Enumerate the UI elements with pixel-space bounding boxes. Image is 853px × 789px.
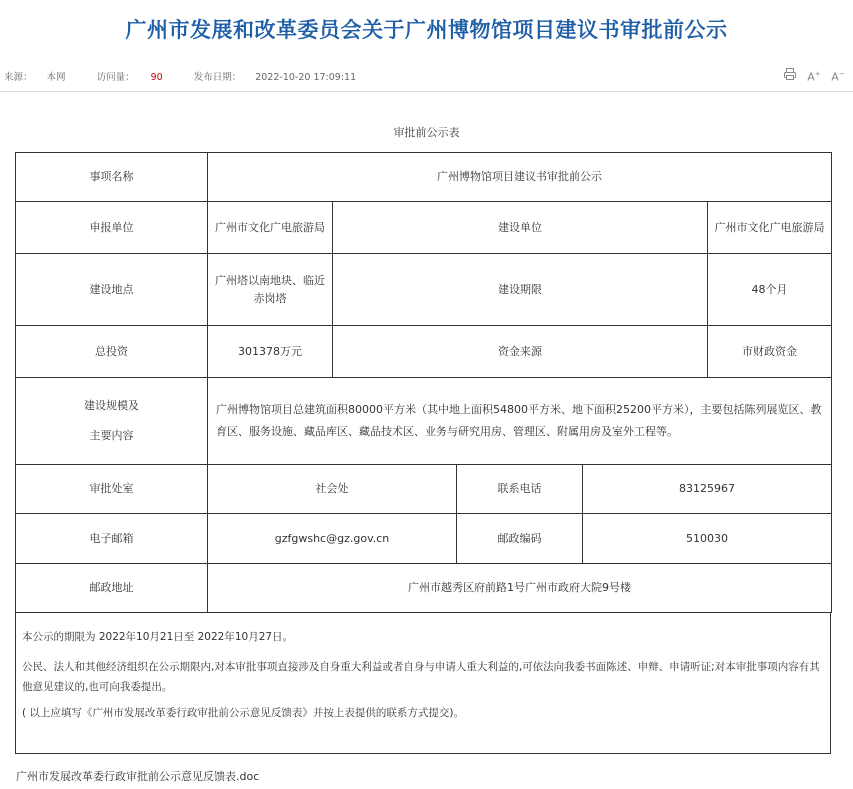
attachment-link[interactable]: 广州市发展改革委行政审批前公示意见反馈表.doc <box>16 770 260 783</box>
notice-instruction: ( 以上应填写《广州市发展改革委行政审批前公示意见反馈表》并按上表提供的联系方式提交)。 <box>22 707 465 719</box>
period-value: 48个月 <box>708 254 832 326</box>
font-decrease-icon[interactable]: A− <box>831 70 845 84</box>
item-name-value: 广州博物馆项目建议书审批前公示 <box>208 153 832 202</box>
postcode-label: 邮政编码 <box>457 514 583 564</box>
table-caption: 审批前公示表 <box>393 126 460 139</box>
table-row <box>16 254 832 326</box>
article-tools <box>783 67 845 84</box>
address-value: 广州市越秀区府前路1号广州市政府大院9号楼 <box>208 564 832 613</box>
font-increase-icon[interactable]: A+ <box>807 70 821 84</box>
scale-value: 广州博物馆项目总建筑面积80000平方米（其中地上面积54800平方米、地下面积25200平方米），主要包括陈列展览区、教育区、服务设施、藏品库区、藏品技术区、业务与研究用房、管理区、附属用房及室外工程等。 <box>208 378 832 465</box>
address-label: 邮政地址 <box>16 564 208 613</box>
investment-label: 总投资 <box>16 326 208 378</box>
location-value: 广州塔以南地块、临近 赤岗塔 <box>208 254 333 326</box>
header-divider <box>0 91 853 92</box>
postcode-value: 510030 <box>583 514 832 564</box>
phone-label: 联系电话 <box>457 465 583 514</box>
notice-box <box>15 612 831 754</box>
phone-value: 83125967 <box>583 465 832 514</box>
approval-table <box>15 152 832 613</box>
office-value: 社会处 <box>208 465 457 514</box>
period-label: 建设期限 <box>333 254 708 326</box>
table-row <box>16 153 832 202</box>
email-value: gzfgwshc@gz.gov.cn <box>208 514 457 564</box>
builder-value: 广州市文化广电旅游局 <box>708 202 832 254</box>
scale-label: 建设规模及 主要内容 <box>16 378 208 465</box>
table-row <box>16 378 832 465</box>
fund-value: 市财政资金 <box>708 326 832 378</box>
applicant-value: 广州市文化广电旅游局 <box>208 202 333 254</box>
email-label: 电子邮箱 <box>16 514 208 564</box>
table-row <box>16 326 832 378</box>
notice-body: 公民、法人和其他经济组织在公示期限内,对本审批事项直接涉及自身重大利益或者自身与申请人重大利益的,可依法向我委书面陈述、申辩、申请听证;对本审批事项内容有其他意见建议的,也可向我委提出。 <box>22 661 820 693</box>
table-row <box>16 514 832 564</box>
investment-value: 301378万元 <box>208 326 333 378</box>
applicant-label: 申报单位 <box>16 202 208 254</box>
table-row <box>16 564 832 613</box>
source-info: 来源： 本网 <box>4 72 66 83</box>
fund-label: 资金来源 <box>333 326 708 378</box>
builder-label: 建设单位 <box>333 202 708 254</box>
location-label: 建设地点 <box>16 254 208 326</box>
table-row <box>16 465 832 514</box>
table-row <box>16 202 832 254</box>
page-title: 广州市发展和改革委员会关于广州博物馆项目建议书审批前公示 <box>125 18 728 42</box>
article-meta <box>4 69 384 83</box>
office-label: 审批处室 <box>16 465 208 514</box>
item-name-label: 事项名称 <box>16 153 208 202</box>
visit-count: 访问量： 90 <box>96 72 163 83</box>
publish-date: 发布日期： 2022-10-20 17:09:11 <box>193 72 357 83</box>
print-icon[interactable] <box>783 67 797 81</box>
notice-period: 本公示的期限为 2022年10月21日至 2022年10月27日。 <box>22 631 294 643</box>
